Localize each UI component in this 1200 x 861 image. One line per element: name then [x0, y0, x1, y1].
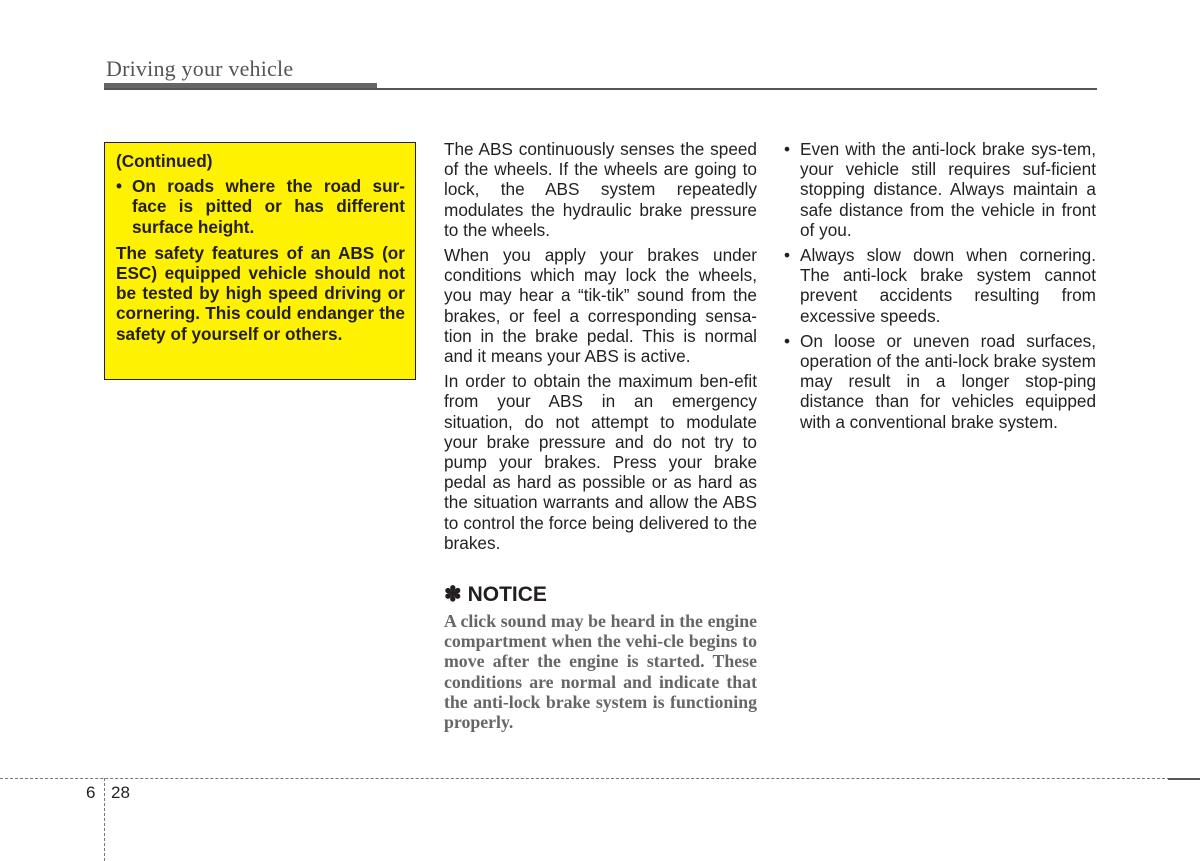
- bullet-icon: •: [784, 139, 791, 159]
- warning-box: [104, 142, 416, 380]
- page-number: 28: [111, 783, 130, 802]
- paragraph: In order to obtain the maximum ben-efit from your ABS in an emergency situation, do not attempt to modulate your brake pressure and do not try to pump your brakes. Press your brake pedal as hard as possible or as hard as the situation warrants and allow the ABS to control the force being delivered to the brakes.: [444, 371, 757, 553]
- warning-bullet-text: On roads where the road sur-face is pitted or has different surface height.: [132, 176, 405, 237]
- bullet-icon: •: [116, 176, 123, 197]
- header-rule: [104, 88, 1097, 90]
- list-item: [784, 139, 1096, 240]
- footer-divider: [104, 778, 105, 861]
- warning-bullet: [116, 176, 405, 237]
- footer-rule-accent: [1168, 778, 1200, 780]
- bullet-icon: •: [784, 330, 791, 351]
- notice-text: A click sound may be heard in the engine compartment when the vehi-cle begins to move after the engine is started. These conditions are normal and indicate that the anti-lock brake system is functioning properly.: [444, 611, 757, 733]
- footer-rule: [0, 778, 1200, 779]
- section-title: Driving your vehicle: [106, 56, 294, 81]
- notice-icon: ✽: [444, 583, 462, 606]
- chapter-number: 6: [86, 783, 96, 802]
- warning-text: The safety features of an ABS (or ESC) equipped vehicle should not be tested by high speed driving or cornering. This could endanger the safety of yourself or others.: [116, 242, 405, 344]
- list-item-text: Even with the anti-lock brake sys-tem, your vehicle still requires suf-ficient stopping distance. Always maintain a safe distance from the vehicle in front of you.: [800, 139, 1096, 240]
- paragraph: When you apply your brakes under conditions which may lock the wheels, you may hear a “tik-tik” sound from the brakes, or feel a corresponding sensa-tion in the brake pedal. This is normal and it means your ABS is active.: [444, 245, 757, 367]
- list-item: [784, 245, 1096, 326]
- warning-continued: (Continued): [116, 151, 213, 171]
- list-item-text: Always slow down when cornering. The anti-lock brake system cannot prevent accidents resulting from excessive speeds.: [800, 245, 1096, 326]
- notice-heading: [444, 582, 547, 607]
- abs-cautions-column: [784, 139, 1096, 437]
- bullet-icon: •: [784, 245, 791, 266]
- abs-description-column: [444, 139, 757, 558]
- list-item-text: On loose or uneven road surfaces, operation of the anti-lock brake system may result in a longer stop-ping distance than for vehicles equipped with a conventional brake system.: [800, 330, 1096, 432]
- paragraph: The ABS continuously senses the speed of the wheels. If the wheels are going to lock, the ABS system repeatedly modulates the hydraulic brake pressure to the wheels.: [444, 139, 757, 240]
- notice-body: [444, 611, 757, 732]
- notice-heading-text: NOTICE: [467, 583, 547, 606]
- list-item: [784, 331, 1096, 432]
